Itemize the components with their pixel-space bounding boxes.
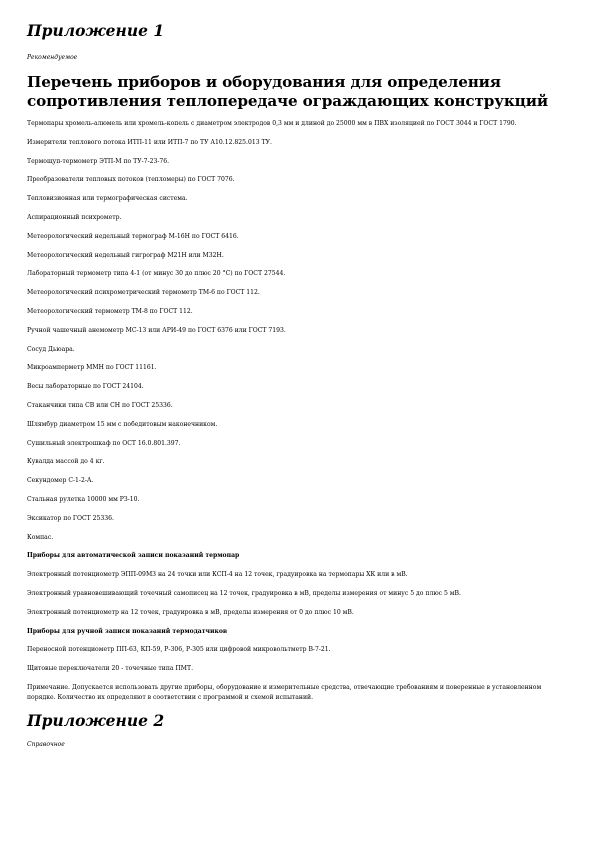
list-item: Эксикатор по ГОСТ 25336. (27, 514, 114, 522)
note-paragraph: Примечание. Допускается использовать другие приборы, оборудование и измерительные средства, отвечающие требованиям и поверенные в установленном порядке. Количество их определяют в соответствии с программой и схемой испытаний. (27, 683, 542, 702)
appendix-2-section (27, 712, 567, 749)
list-item: Секундомер С-1-2-А. (27, 477, 94, 485)
list-item: Электронный уравновешивающий точечный самописец на 12 точек, градуировка в мВ, пределы измерения от минус 5 до плюс 5 мВ. (27, 589, 461, 597)
list-item: Метеорологический недельный гигрограф М21Н или М32Н. (27, 251, 224, 259)
list-item: Лабораторный термометр типа 4-1 (от минус 30 до плюс 20 °С) по ГОСТ 27544. (27, 270, 286, 278)
list-item: Компас. (27, 533, 54, 541)
appendix-2-note: Справочное (27, 741, 65, 749)
document-main-title (27, 73, 567, 111)
list-item: Преобразователи тепловых потоков (тепломеры) по ГОСТ 7076. (27, 176, 235, 184)
list-item: Сушильный электрошкаф по ОСТ 16.0.801.397. (27, 439, 181, 447)
list-item: Измерители теплового потока ИТП-11 или ИТП-7 по ТУ А10.12.825.013 ТУ. (27, 138, 272, 146)
main-title-line-1: Перечень приборов и оборудования для определения (27, 73, 501, 91)
list-item: Переносной потенциометр ПП-63, КП-59, Р-306, Р-305 или цифровой микровольтметр В-7-21. (27, 646, 331, 654)
list-item: Метеорологический недельный термограф М-16Н по ГОСТ 6416. (27, 232, 239, 240)
list-item: Кувалда массой до 4 кг. (27, 458, 105, 466)
list-item: Стаканчики типа СВ или СН по ГОСТ 25336. (27, 401, 173, 409)
list-item: Электронный потенциометр на 12 точек, градуировка в мВ, пределы измерения от 0 до плюс 10 мВ. (27, 608, 354, 616)
list-item: Весы лабораторные по ГОСТ 24104. (27, 383, 144, 391)
list-item: Сосуд Дьюара. (27, 345, 75, 353)
appendix-1-title: Приложение 1 (27, 21, 165, 40)
list-item: Шлямбур диаметром 15 мм с победитовым наконечником. (27, 420, 218, 428)
list-item: Термощуп-термометр ЭТП-М по ТУ-7-23-76. (27, 157, 170, 165)
list-item: Электронный потенциометр ЭПП-09М3 на 24 точки или КСП-4 на 12 точек, градуировка на термопары ХК или в мВ. (27, 571, 408, 579)
main-title-line-2: сопротивления теплопередаче ограждающих конструкций (27, 92, 548, 110)
appendix-1-note: Рекомендуемое (27, 54, 78, 61)
list-item: Микроамперметр ММН по ГОСТ 11161. (27, 364, 157, 372)
appendix-2-title: Приложение 2 (27, 711, 165, 731)
list-item: Стальная рулетка 10000 мм РЗ-10. (27, 495, 140, 503)
document-page (27, 22, 567, 749)
list-item: Ручной чашечный анемометр МС-13 или АРИ-49 по ГОСТ 6376 или ГОСТ 7193. (27, 326, 286, 334)
list-item: Метеорологический психрометрический термометр ТМ-6 по ГОСТ 112. (27, 289, 260, 297)
section-heading-manual-recording: Приборы для ручной записи показаний термодатчиков (27, 627, 228, 635)
list-item: Термопары хромель-алюмель или хромель-копель с диаметром электродов 0,3 мм и длиной до 25000 мм в ПВХ изоляцией по ГОСТ 3044 и ГОСТ 1790. (27, 120, 517, 127)
list-item: Щитовые переключатели 20 - точечные типа ПМТ. (27, 665, 194, 673)
list-item: Тепловизионная или термографическая система. (27, 195, 188, 203)
equipment-list (27, 119, 567, 704)
list-item: Метеорологический термометр ТМ-8 по ГОСТ 112. (27, 307, 193, 315)
section-heading-automatic-recording: Приборы для автоматической записи показаний термопар (27, 552, 240, 560)
list-item: Аспирационный психрометр. (27, 213, 122, 221)
